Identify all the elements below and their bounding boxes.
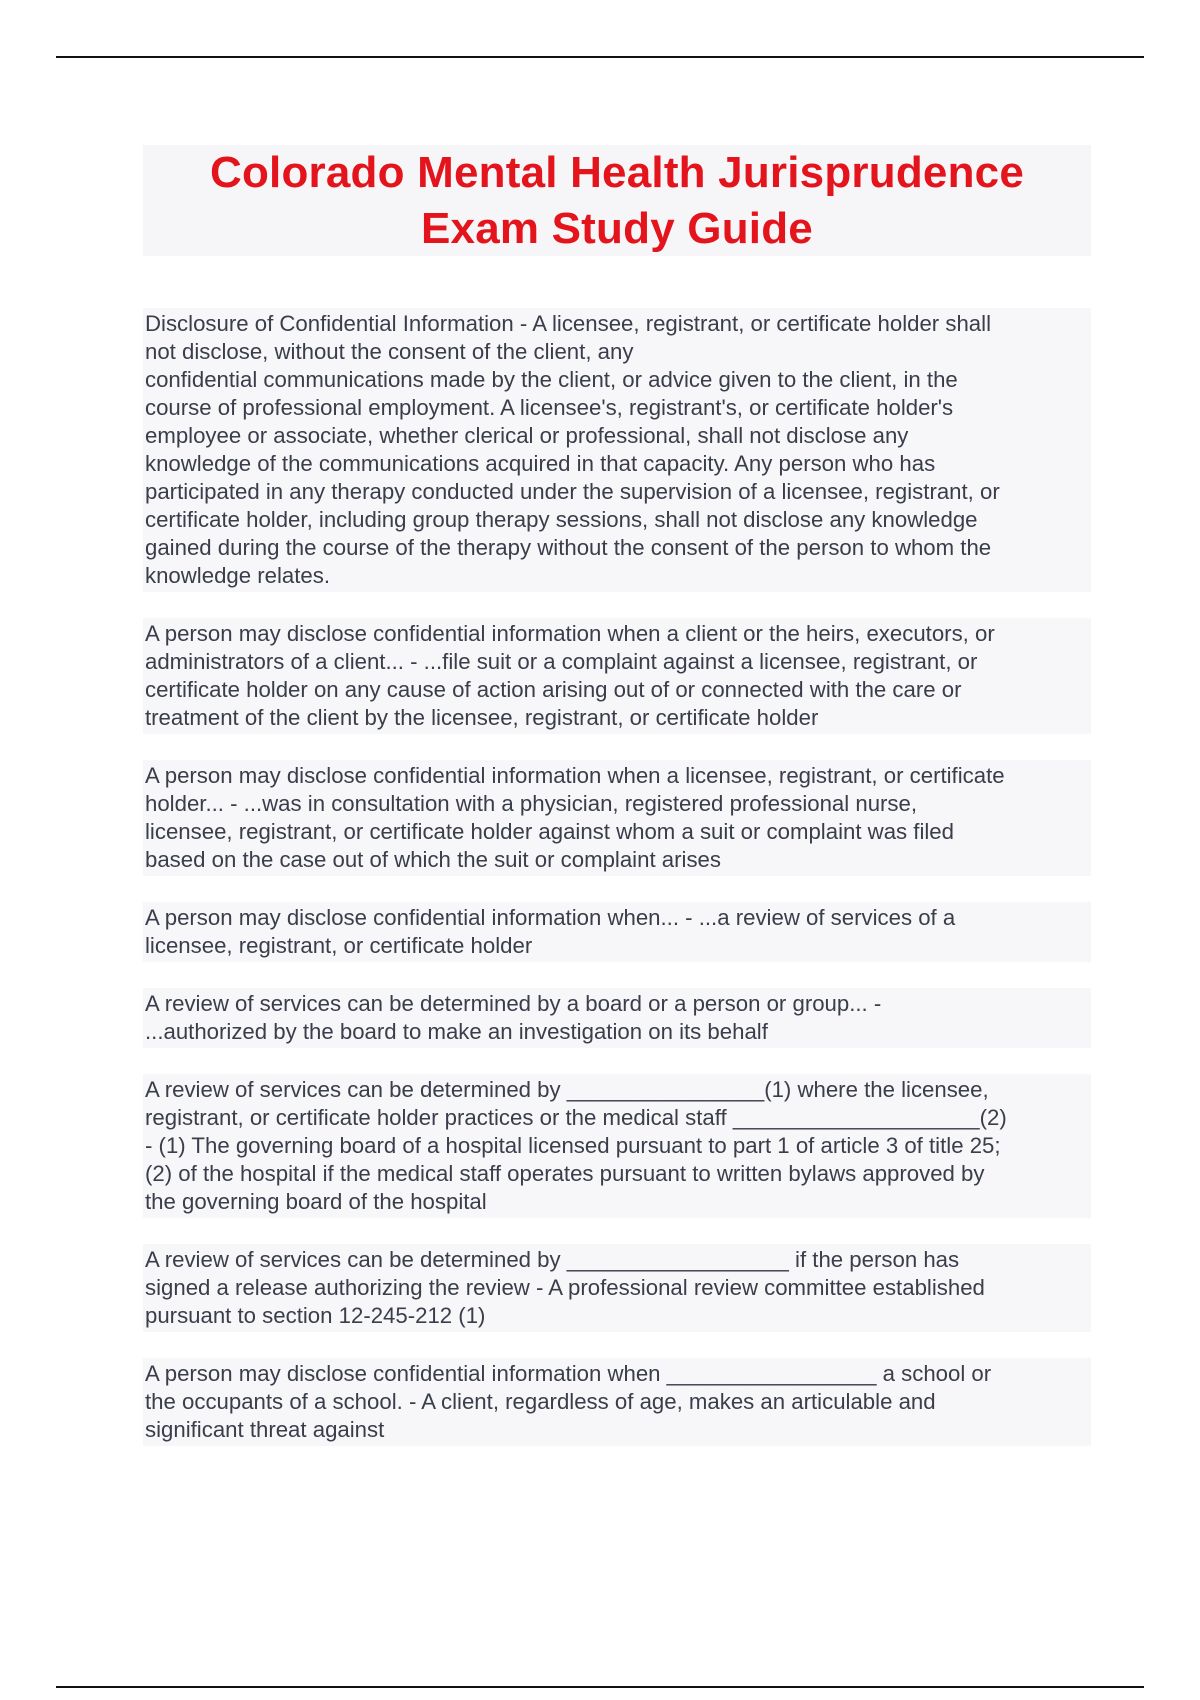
title-box bbox=[143, 145, 1091, 256]
study-entry-board-review: A review of services can be determined by a board or a person or group... - ...authorized by the board to make an investigation on its behalf bbox=[143, 988, 1091, 1048]
header-rule bbox=[56, 56, 1144, 58]
document-title bbox=[210, 145, 1024, 257]
title-line-2: Exam Study Guide bbox=[421, 203, 813, 253]
study-entry-release-review: A review of services can be determined by __________________ if the person has signed a release authorizing the review - A professional review committee established pursuant to section 12-245-212 (1) bbox=[143, 1244, 1091, 1332]
study-entry-review-services: A person may disclose confidential information when... - ...a review of services of a licensee, registrant, or certificate holder bbox=[143, 902, 1091, 962]
study-entry-hospital-review: A review of services can be determined by ________________(1) where the licensee, registrant, or certificate holder practices or the medical staff ____________________(2) - (1) The governing board of a hospital licensed pursuant to part 1 of article 3 of title 25; (2) of the hospital if the medical staff operates pursuant to written bylaws approved by the governing board of the hospital bbox=[143, 1074, 1091, 1218]
study-entry-school-threat: A person may disclose confidential information when _________________ a school or the occupants of a school. - A client, regardless of age, makes an articulable and significant threat against bbox=[143, 1358, 1091, 1446]
footer-rule bbox=[56, 1686, 1144, 1688]
title-line-1: Colorado Mental Health Jurisprudence bbox=[209, 147, 1024, 197]
study-entry-client-suit: A person may disclose confidential information when a client or the heirs, executors, or administrators of a client... - ...file suit or a complaint against a licensee, registrant, or certificate holder on any cause of action arising out of or connected with the care or treatment of the client by the licensee, registrant, or certificate holder bbox=[143, 618, 1091, 734]
study-entry-disclosure-definition: Disclosure of Confidential Information - A licensee, registrant, or certificate holder shall not disclose, without the consent of the client, any confidential communications made by the client, or advice given to the client, in the course of professional employment. A licensee's, registrant's, or certificate holder's employee or associate, whether clerical or professional, shall not disclose any knowledge of the communications acquired in that capacity. Any person who has participated in any therapy conducted under the supervision of a licensee, registrant, or certificate holder, including group therapy sessions, shall not disclose any knowledge gained during the course of the therapy without the consent of the person to whom the knowledge relates. bbox=[143, 308, 1091, 592]
study-entry-consultation: A person may disclose confidential information when a licensee, registrant, or certificate holder... - ...was in consultation with a physician, registered professional nurse, licensee, registrant, or certificate holder against whom a suit or complaint was filed based on the case out of which the suit or complaint arises bbox=[143, 760, 1091, 876]
study-guide-content bbox=[143, 308, 1091, 1472]
